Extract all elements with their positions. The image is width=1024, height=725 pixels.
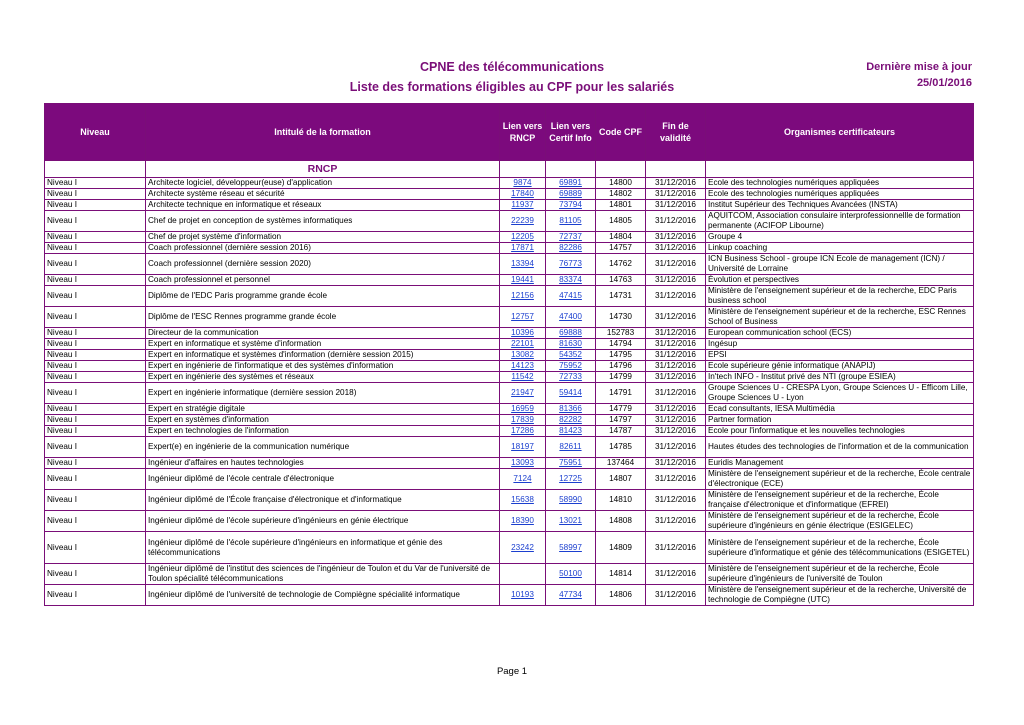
organisme-cell: AQUITCOM, Association consulaire interprofessionnellle de formation permanente (ACIFOP Libourne) <box>706 211 974 232</box>
code-cpf-cell: 152783 <box>596 328 646 339</box>
fin-validite-cell: 31/12/2016 <box>646 328 706 339</box>
table-row <box>45 286 974 307</box>
rncp-link[interactable]: 10193 <box>500 585 546 606</box>
certif-info-link[interactable]: 81366 <box>546 404 596 415</box>
certif-info-link[interactable]: 50100 <box>546 564 596 585</box>
intitule-cell: Directeur de la communication <box>146 328 500 339</box>
code-cpf-cell: 14805 <box>596 211 646 232</box>
niveau-cell: Niveau I <box>45 286 146 307</box>
certif-info-link[interactable]: 73794 <box>546 200 596 211</box>
column-header-intitule: Intitulé de la formation <box>146 104 500 161</box>
fin-validite-cell: 31/12/2016 <box>646 254 706 275</box>
rncp-link[interactable]: 22239 <box>500 211 546 232</box>
last-update-label: Dernière mise à jour <box>866 61 972 73</box>
last-update-date: 25/01/2016 <box>916 77 972 89</box>
fin-validite-cell: 31/12/2016 <box>646 469 706 490</box>
niveau-cell: Niveau I <box>45 511 146 532</box>
table-row <box>45 458 974 469</box>
certif-info-link[interactable]: 58990 <box>546 490 596 511</box>
fin-validite-cell: 31/12/2016 <box>646 339 706 350</box>
intitule-cell: Expert en stratégie digitale <box>146 404 500 415</box>
section-label: RNCP <box>146 161 500 178</box>
certif-info-link[interactable]: 81630 <box>546 339 596 350</box>
certif-info-link[interactable]: 58997 <box>546 532 596 564</box>
fin-validite-cell: 31/12/2016 <box>646 286 706 307</box>
column-header-lien-rncp: Lien vers RNCP <box>500 104 546 161</box>
niveau-cell: Niveau I <box>45 339 146 350</box>
column-header-lien-certif-info: Lien vers Certif Info <box>546 104 596 161</box>
niveau-cell: Niveau I <box>45 211 146 232</box>
organisme-cell: Ministère de l'enseignement supérieur et de la recherche, Université de technologie de Compiègne (UTC) <box>706 585 974 606</box>
niveau-cell: Niveau I <box>45 404 146 415</box>
rncp-link[interactable]: 16959 <box>500 404 546 415</box>
fin-validite-cell: 31/12/2016 <box>646 490 706 511</box>
table-row <box>45 178 974 189</box>
table-row <box>45 490 974 511</box>
rncp-link[interactable]: 9874 <box>500 178 546 189</box>
code-cpf-cell: 14731 <box>596 286 646 307</box>
niveau-cell: Niveau I <box>45 243 146 254</box>
certif-info-link[interactable]: 47400 <box>546 307 596 328</box>
certif-info-link[interactable]: 82282 <box>546 415 596 426</box>
niveau-cell: Niveau I <box>45 426 146 437</box>
table-row <box>45 200 974 211</box>
code-cpf-cell: 14810 <box>596 490 646 511</box>
intitule-cell: Expert en informatique et système d'information <box>146 339 500 350</box>
organisme-cell: ICN Business School - groupe ICN Ecole de management (ICN) / Université de Lorraine <box>706 254 974 275</box>
certif-info-link[interactable]: 83374 <box>546 275 596 286</box>
niveau-cell: Niveau I <box>45 372 146 383</box>
organisme-cell: EPSI <box>706 350 974 361</box>
fin-validite-cell: 31/12/2016 <box>646 511 706 532</box>
rncp-link[interactable]: 17286 <box>500 426 546 437</box>
certif-info-link[interactable]: 75952 <box>546 361 596 372</box>
organisme-cell: European communication school (ECS) <box>706 328 974 339</box>
code-cpf-cell: 14804 <box>596 232 646 243</box>
fin-validite-cell: 31/12/2016 <box>646 383 706 404</box>
rncp-link[interactable]: 18197 <box>500 437 546 458</box>
rncp-link[interactable]: 12757 <box>500 307 546 328</box>
intitule-cell: Coach professionnel (dernière session 2020) <box>146 254 500 275</box>
organisme-cell: Ministère de l'enseignement supérieur et de la recherche, École française d'électronique et d'informatique (EFREI) <box>706 490 974 511</box>
certif-info-link[interactable]: 76773 <box>546 254 596 275</box>
organisme-cell: Ministère de l'enseignement supérieur et de la recherche, ESC Rennes School of Business <box>706 307 974 328</box>
certif-info-link[interactable]: 59414 <box>546 383 596 404</box>
organisme-cell: Ecole supérieure génie informatique (ANAPIJ) <box>706 361 974 372</box>
rncp-link[interactable]: 11542 <box>500 372 546 383</box>
certif-info-link[interactable]: 81423 <box>546 426 596 437</box>
organisme-cell: Hautes études des technologies de l'information et de la communication <box>706 437 974 458</box>
section-cell <box>596 161 646 178</box>
rncp-link[interactable]: 13093 <box>500 458 546 469</box>
fin-validite-cell: 31/12/2016 <box>646 243 706 254</box>
table-row <box>45 361 974 372</box>
organisme-cell: Évolution et perspectives <box>706 275 974 286</box>
organisme-cell: Ministère de l'enseignement supérieur et de la recherche, EDC Paris business school <box>706 286 974 307</box>
intitule-cell: Expert en ingénierie des systèmes et réseaux <box>146 372 500 383</box>
code-cpf-cell: 14808 <box>596 511 646 532</box>
intitule-cell: Coach professionnel (dernière session 2016) <box>146 243 500 254</box>
certif-info-link[interactable]: 69888 <box>546 328 596 339</box>
intitule-cell: Ingénieur diplômé de l'École française d'électronique et d'informatique <box>146 490 500 511</box>
intitule-cell: Ingénieur diplômé de l'institut des sciences de l'ingénieur de Toulon et du Var de l'université de Toulon spécialité télécommunications <box>146 564 500 585</box>
organisme-cell: Ingésup <box>706 339 974 350</box>
niveau-cell: Niveau I <box>45 275 146 286</box>
intitule-cell: Ingénieur d'affaires en hautes technologies <box>146 458 500 469</box>
code-cpf-cell: 14730 <box>596 307 646 328</box>
intitule-cell: Expert en ingénierie informatique (dernière session 2018) <box>146 383 500 404</box>
document-title: CPNE des télécommunications <box>419 60 605 74</box>
niveau-cell: Niveau I <box>45 200 146 211</box>
rncp-link <box>500 564 546 585</box>
code-cpf-cell: 14762 <box>596 254 646 275</box>
table-row <box>45 585 974 606</box>
code-cpf-cell: 14800 <box>596 178 646 189</box>
table-row <box>45 189 974 200</box>
rncp-link[interactable]: 21947 <box>500 383 546 404</box>
organisme-cell: Ecole des technologies numériques appliquées <box>706 178 974 189</box>
table-row <box>45 232 974 243</box>
intitule-cell: Expert en ingénierie de l'informatique et des systèmes d'information <box>146 361 500 372</box>
certif-info-link[interactable]: 47415 <box>546 286 596 307</box>
certif-info-link[interactable]: 72733 <box>546 372 596 383</box>
niveau-cell: Niveau I <box>45 458 146 469</box>
niveau-cell: Niveau I <box>45 490 146 511</box>
intitule-cell: Ingénieur diplômé de l'école supérieure d'ingénieurs en informatique et génie des télécommunications <box>146 532 500 564</box>
code-cpf-cell: 14795 <box>596 350 646 361</box>
table-row <box>45 564 974 585</box>
section-cell <box>646 161 706 178</box>
column-header-code-cpf: Code CPF <box>596 104 646 161</box>
column-header-fin-validite: Fin de validité <box>646 104 706 161</box>
rncp-link[interactable]: 17871 <box>500 243 546 254</box>
table-row <box>45 511 974 532</box>
intitule-cell: Diplôme de l'EDC Paris programme grande école <box>146 286 500 307</box>
organisme-cell: Ecad consultants, IESA Multimédia <box>706 404 974 415</box>
table-row <box>45 372 974 383</box>
code-cpf-cell: 14785 <box>596 437 646 458</box>
rncp-link[interactable]: 17840 <box>500 189 546 200</box>
organisme-cell: Ministère de l'enseignement supérieur et de la recherche, École supérieure d'ingénieurs en génie électrique (ESIGELEC) <box>706 511 974 532</box>
table-row <box>45 243 974 254</box>
table-row <box>45 275 974 286</box>
niveau-cell: Niveau I <box>45 469 146 490</box>
fin-validite-cell: 31/12/2016 <box>646 458 706 469</box>
rncp-link[interactable]: 12156 <box>500 286 546 307</box>
fin-validite-cell: 31/12/2016 <box>646 200 706 211</box>
section-cell <box>706 161 974 178</box>
fin-validite-cell: 31/12/2016 <box>646 585 706 606</box>
code-cpf-cell: 14809 <box>596 532 646 564</box>
organisme-cell: Ministère de l'enseignement supérieur et de la recherche, École supérieure d'informatique et génie des télécommunications (ESIGETEL) <box>706 532 974 564</box>
certif-info-link[interactable]: 81105 <box>546 211 596 232</box>
fin-validite-cell: 31/12/2016 <box>646 564 706 585</box>
code-cpf-cell: 14799 <box>596 372 646 383</box>
intitule-cell: Expert en informatique et systèmes d'information (dernière session 2015) <box>146 350 500 361</box>
organisme-cell: Linkup coaching <box>706 243 974 254</box>
niveau-cell: Niveau I <box>45 415 146 426</box>
fin-validite-cell: 31/12/2016 <box>646 350 706 361</box>
niveau-cell: Niveau I <box>45 189 146 200</box>
section-cell <box>500 161 546 178</box>
code-cpf-cell: 14763 <box>596 275 646 286</box>
intitule-cell: Ingénieur diplômé de l'université de technologie de Compiègne spécialité informatique <box>146 585 500 606</box>
column-header-niveau: Niveau <box>45 104 146 161</box>
code-cpf-cell: 14807 <box>596 469 646 490</box>
organisme-cell: Ministère de l'enseignement supérieur et de la recherche, École centrale d'électronique (ECE) <box>706 469 974 490</box>
fin-validite-cell: 31/12/2016 <box>646 232 706 243</box>
table-row <box>45 426 974 437</box>
code-cpf-cell: 14806 <box>596 585 646 606</box>
niveau-cell: Niveau I <box>45 564 146 585</box>
intitule-cell: Coach professionnel et personnel <box>146 275 500 286</box>
rncp-link[interactable]: 11937 <box>500 200 546 211</box>
niveau-cell: Niveau I <box>45 532 146 564</box>
intitule-cell: Architecte technique en informatique et réseaux <box>146 200 500 211</box>
organisme-cell: Euridis Management <box>706 458 974 469</box>
table-row <box>45 532 974 564</box>
niveau-cell: Niveau I <box>45 178 146 189</box>
niveau-cell: Niveau I <box>45 254 146 275</box>
page-number: Page 1 <box>496 666 528 677</box>
code-cpf-cell: 14797 <box>596 415 646 426</box>
certif-info-link[interactable]: 82286 <box>546 243 596 254</box>
fin-validite-cell: 31/12/2016 <box>646 404 706 415</box>
niveau-cell: Niveau I <box>45 307 146 328</box>
code-cpf-cell: 14814 <box>596 564 646 585</box>
table-row <box>45 415 974 426</box>
certif-info-link[interactable]: 69891 <box>546 178 596 189</box>
table-row <box>45 383 974 404</box>
table-row <box>45 437 974 458</box>
formations-table <box>44 103 974 606</box>
fin-validite-cell: 31/12/2016 <box>646 426 706 437</box>
rncp-link[interactable]: 22101 <box>500 339 546 350</box>
code-cpf-cell: 14787 <box>596 426 646 437</box>
column-header-organismes: Organismes certificateurs <box>706 104 974 161</box>
organisme-cell: Ministère de l'enseignement supérieur et de la recherche, École supérieure d'ingénieurs de l'université de Toulon <box>706 564 974 585</box>
niveau-cell: Niveau I <box>45 232 146 243</box>
intitule-cell: Ingénieur diplômé de l'école centrale d'électronique <box>146 469 500 490</box>
code-cpf-cell: 14796 <box>596 361 646 372</box>
certif-info-link[interactable]: 75951 <box>546 458 596 469</box>
table-row <box>45 307 974 328</box>
rncp-link[interactable]: 13082 <box>500 350 546 361</box>
certif-info-link[interactable]: 72737 <box>546 232 596 243</box>
intitule-cell: Diplôme de l'ESC Rennes programme grande école <box>146 307 500 328</box>
fin-validite-cell: 31/12/2016 <box>646 275 706 286</box>
niveau-cell: Niveau I <box>45 585 146 606</box>
code-cpf-cell: 14802 <box>596 189 646 200</box>
rncp-link[interactable]: 18390 <box>500 511 546 532</box>
table-row <box>45 469 974 490</box>
niveau-cell: Niveau I <box>45 383 146 404</box>
section-cell <box>546 161 596 178</box>
fin-validite-cell: 31/12/2016 <box>646 437 706 458</box>
intitule-cell: Chef de projet système d'information <box>146 232 500 243</box>
fin-validite-cell: 31/12/2016 <box>646 211 706 232</box>
organisme-cell: Groupe 4 <box>706 232 974 243</box>
rncp-link[interactable]: 19441 <box>500 275 546 286</box>
niveau-cell: Niveau I <box>45 328 146 339</box>
organisme-cell: In'tech INFO - Institut privé des NTI (groupe ESIEA) <box>706 372 974 383</box>
table-header-row <box>45 104 974 161</box>
niveau-cell: Niveau I <box>45 350 146 361</box>
code-cpf-cell: 137464 <box>596 458 646 469</box>
table-row <box>45 404 974 415</box>
organisme-cell: Groupe Sciences U - CRESPA Lyon, Groupe Sciences U - Efficom Lille, Groupe Sciences U - Lyon <box>706 383 974 404</box>
section-cell <box>45 161 146 178</box>
niveau-cell: Niveau I <box>45 361 146 372</box>
table-row <box>45 211 974 232</box>
fin-validite-cell: 31/12/2016 <box>646 178 706 189</box>
intitule-cell: Expert(e) en ingénierie de la communication numérique <box>146 437 500 458</box>
last-update-block <box>866 59 972 91</box>
fin-validite-cell: 31/12/2016 <box>646 532 706 564</box>
intitule-cell: Architecte système réseau et sécurité <box>146 189 500 200</box>
code-cpf-cell: 14757 <box>596 243 646 254</box>
certif-info-link[interactable]: 69889 <box>546 189 596 200</box>
organisme-cell: Institut Supérieur des Techniques Avancées (INSTA) <box>706 200 974 211</box>
certif-info-link[interactable]: 47734 <box>546 585 596 606</box>
code-cpf-cell: 14801 <box>596 200 646 211</box>
rncp-link[interactable]: 17839 <box>500 415 546 426</box>
organisme-cell: Ecole des technologies numériques appliquées <box>706 189 974 200</box>
code-cpf-cell: 14779 <box>596 404 646 415</box>
fin-validite-cell: 31/12/2016 <box>646 307 706 328</box>
intitule-cell: Ingénieur diplômé de l'école supérieure d'ingénieurs en génie électrique <box>146 511 500 532</box>
section-row-rncp <box>45 161 974 178</box>
rncp-link[interactable]: 12205 <box>500 232 546 243</box>
rncp-link[interactable]: 10396 <box>500 328 546 339</box>
intitule-cell: Architecte logiciel, développeur(euse) d'application <box>146 178 500 189</box>
document-subtitle: Liste des formations éligibles au CPF pour les salariés <box>349 80 675 94</box>
table-row <box>45 254 974 275</box>
fin-validite-cell: 31/12/2016 <box>646 189 706 200</box>
table-row <box>45 339 974 350</box>
certif-info-link[interactable]: 54352 <box>546 350 596 361</box>
rncp-link[interactable]: 13394 <box>500 254 546 275</box>
certif-info-link[interactable]: 13021 <box>546 511 596 532</box>
table-row <box>45 350 974 361</box>
code-cpf-cell: 14794 <box>596 339 646 350</box>
table-row <box>45 328 974 339</box>
code-cpf-cell: 14791 <box>596 383 646 404</box>
fin-validite-cell: 31/12/2016 <box>646 372 706 383</box>
certif-info-link[interactable]: 82611 <box>546 437 596 458</box>
rncp-link[interactable]: 23242 <box>500 532 546 564</box>
rncp-link[interactable]: 15638 <box>500 490 546 511</box>
niveau-cell: Niveau I <box>45 437 146 458</box>
certif-info-link[interactable]: 12725 <box>546 469 596 490</box>
fin-validite-cell: 31/12/2016 <box>646 415 706 426</box>
rncp-link[interactable]: 14123 <box>500 361 546 372</box>
rncp-link[interactable]: 7124 <box>500 469 546 490</box>
organisme-cell: Ecole pour l'informatique et les nouvelles technologies <box>706 426 974 437</box>
fin-validite-cell: 31/12/2016 <box>646 361 706 372</box>
intitule-cell: Expert en technologies de l'information <box>146 426 500 437</box>
intitule-cell: Chef de projet en conception de systèmes informatiques <box>146 211 500 232</box>
intitule-cell: Expert en systèmes d'information <box>146 415 500 426</box>
organisme-cell: Partner formation <box>706 415 974 426</box>
